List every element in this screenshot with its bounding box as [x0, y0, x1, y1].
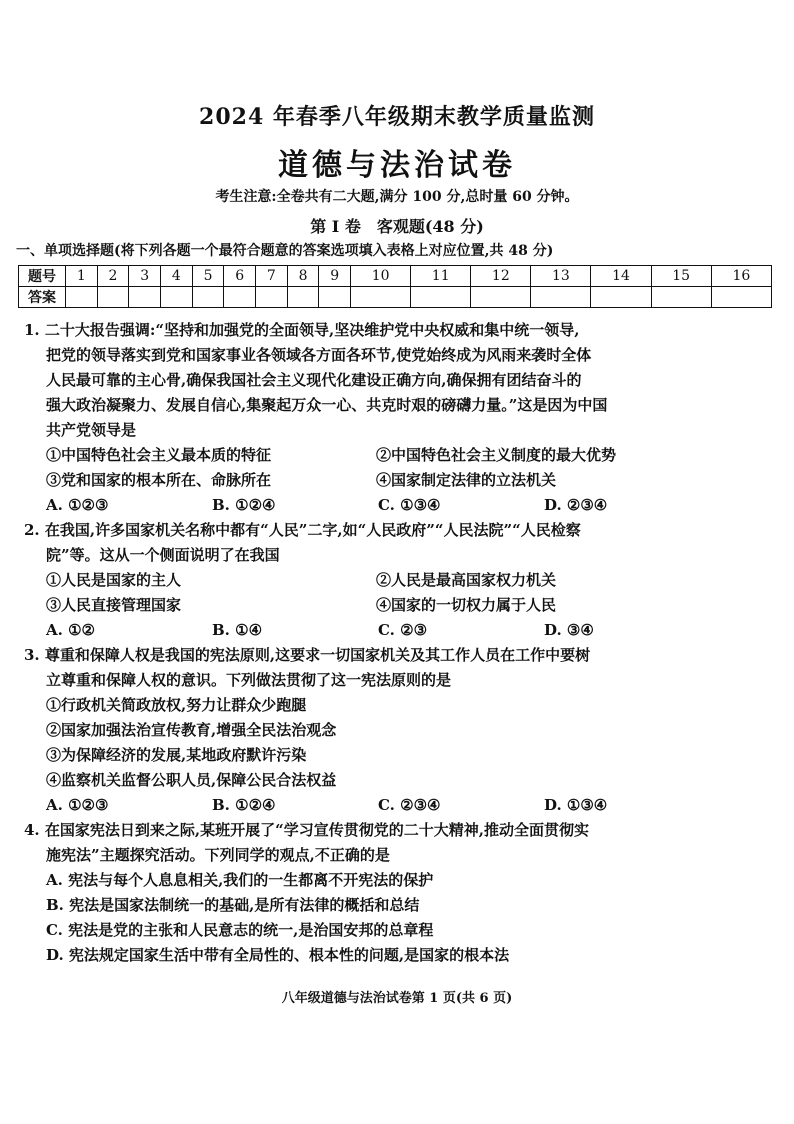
question-stem-line: 共产党领导是: [46, 421, 137, 439]
choice-d: D. ①③④: [544, 796, 608, 814]
question-stem-line: 院”等。这从一个侧面说明了在我国: [46, 546, 280, 564]
statement-row: [18, 593, 778, 618]
answer-cell[interactable]: [97, 287, 129, 308]
answer-cell[interactable]: [711, 287, 771, 308]
choice-row: [18, 793, 778, 818]
candidate-notice: 考生注意:全卷共有二大题,满分 100 分,总时量 60 分钟。: [215, 189, 579, 205]
answer-cell[interactable]: [66, 287, 98, 308]
answer-cell[interactable]: [129, 287, 161, 308]
choice-b: B. 宪法是国家法制统一的基础,是所有法律的概括和总结: [46, 896, 420, 914]
question-list: [18, 318, 778, 968]
choice-a: A. ①②: [46, 621, 95, 639]
question-stem-line: 1. 二十大报告强调:“坚持和加强党的全面领导,坚决维护党中央权威和集中统一领导,: [24, 321, 580, 339]
question-number-cell: 2: [97, 266, 129, 287]
choice-a: A. 宪法与每个人息息相关,我们的一生都离不开宪法的保护: [46, 871, 434, 889]
statement-item: ②人民是最高国家权力机关: [376, 571, 557, 589]
statement-item: ④监察机关监督公职人员,保障公民合法权益: [46, 771, 337, 789]
answer-cell[interactable]: [411, 287, 471, 308]
answer-cell[interactable]: [256, 287, 288, 308]
choice-b: B. ①②④: [212, 496, 276, 514]
statement-item: ④国家制定法律的立法机关: [376, 471, 557, 489]
choice-b: B. ①④: [212, 621, 263, 639]
statement-item: ①中国特色社会主义最本质的特征: [46, 446, 272, 464]
question-2: [18, 518, 778, 643]
answer-cell[interactable]: [591, 287, 651, 308]
question-number-cell: 12: [471, 266, 531, 287]
question-1: [18, 318, 778, 518]
exam-title: 2024 年春季八年级期末教学质量监测: [199, 104, 595, 130]
question-number-cell: 5: [192, 266, 224, 287]
question-number-row: [19, 266, 772, 287]
statement-item: ①人民是国家的主人: [46, 571, 182, 589]
answer-label: 答案: [19, 287, 66, 308]
statement-item: ②中国特色社会主义制度的最大优势: [376, 446, 617, 464]
statement-item: ③党和国家的根本所在、命脉所在: [46, 471, 272, 489]
question-stem-line: 4. 在国家宪法日到来之际,某班开展了“学习宣传贯彻党的二十大精神,推动全面贯彻实: [24, 821, 589, 839]
answer-row: [19, 287, 772, 308]
choice-c: C. ②③: [378, 621, 428, 639]
statement-row: [18, 468, 778, 493]
answer-cell[interactable]: [161, 287, 193, 308]
answer-table: [18, 265, 772, 308]
question-number-cell: 13: [531, 266, 591, 287]
question-number-cell: 16: [711, 266, 771, 287]
choice-row: [18, 618, 778, 643]
question-number-cell: 14: [591, 266, 651, 287]
question-stem-line: 2. 在我国,许多国家机关名称中都有“人民”二字,如“人民政府”“人民法院”“人民检察: [24, 521, 581, 539]
answer-cell[interactable]: [531, 287, 591, 308]
answer-cell[interactable]: [471, 287, 531, 308]
answer-cell[interactable]: [192, 287, 224, 308]
choice-d: D. 宪法规定国家生活中带有全局性的、根本性的问题,是国家的根本法: [46, 946, 510, 964]
question-3: [18, 643, 778, 818]
question-4: [18, 818, 778, 968]
question-stem-line: 施宪法”主题探究活动。下列同学的观点,不正确的是: [46, 846, 390, 864]
answer-cell[interactable]: [319, 287, 351, 308]
section-heading: 一、单项选择题(将下列各题一个最符合题意的答案选项填入表格上对应位置,共 48 分): [16, 243, 554, 259]
question-stem-line: 人民最可靠的主心骨,确保我国社会主义现代化建设正确方向,确保拥有团结奋斗的: [46, 371, 582, 389]
choice-a: A. ①②③: [46, 496, 109, 514]
question-number-cell: 15: [651, 266, 711, 287]
statement-item: ②国家加强法治宣传教育,增强全民法治观念: [46, 721, 337, 739]
question-number-cell: 6: [224, 266, 256, 287]
question-number-cell: 3: [129, 266, 161, 287]
answer-cell[interactable]: [287, 287, 319, 308]
question-stem-line: 3. 尊重和保障人权是我国的宪法原则,这要求一切国家机关及其工作人员在工作中要树: [24, 646, 591, 664]
statement-item: ③为保障经济的发展,某地政府默许污染: [46, 746, 307, 764]
question-number-cell: 4: [161, 266, 193, 287]
choice-d: D. ③④: [544, 621, 594, 639]
question-number-cell: 10: [351, 266, 411, 287]
answer-cell[interactable]: [351, 287, 411, 308]
question-number-cell: 7: [256, 266, 288, 287]
subject-title: 道德与法治试卷: [278, 148, 516, 183]
answer-cell[interactable]: [651, 287, 711, 308]
page-footer: 八年级道德与法治试卷第 1 页(共 6 页): [281, 991, 513, 1006]
question-number-label: 题号: [19, 266, 66, 287]
choice-d: D. ②③④: [544, 496, 608, 514]
question-number-cell: 8: [287, 266, 319, 287]
statement-item: ③人民直接管理国家: [46, 596, 182, 614]
answer-cell[interactable]: [224, 287, 256, 308]
choice-c: C. ②③④: [378, 796, 441, 814]
statement-row: [18, 568, 778, 593]
statement-item: ④国家的一切权力属于人民: [376, 596, 557, 614]
question-stem-line: 立尊重和保障人权的意识。下列做法贯彻了这一宪法原则的是: [46, 671, 452, 689]
part-title: 第 I 卷 客观题(48 分): [310, 217, 484, 236]
statement-item: ①行政机关简政放权,努力让群众少跑腿: [46, 696, 307, 714]
choice-c: C. 宪法是党的主张和人民意志的统一,是治国安邦的总章程: [46, 921, 434, 939]
choice-b: B. ①②④: [212, 796, 276, 814]
choice-c: C. ①③④: [378, 496, 441, 514]
question-number-cell: 9: [319, 266, 351, 287]
choice-row: [18, 493, 778, 518]
question-stem-line: 强大政治凝聚力、发展自信心,集聚起万众一心、共克时艰的磅礴力量。”这是因为中国: [46, 396, 608, 414]
question-number-cell: 1: [66, 266, 98, 287]
question-stem-line: 把党的领导落实到党和国家事业各领域各方面各环节,使党始终成为风雨来袭时全体: [46, 346, 592, 364]
question-number-cell: 11: [411, 266, 471, 287]
statement-row: [18, 443, 778, 468]
choice-a: A. ①②③: [46, 796, 109, 814]
